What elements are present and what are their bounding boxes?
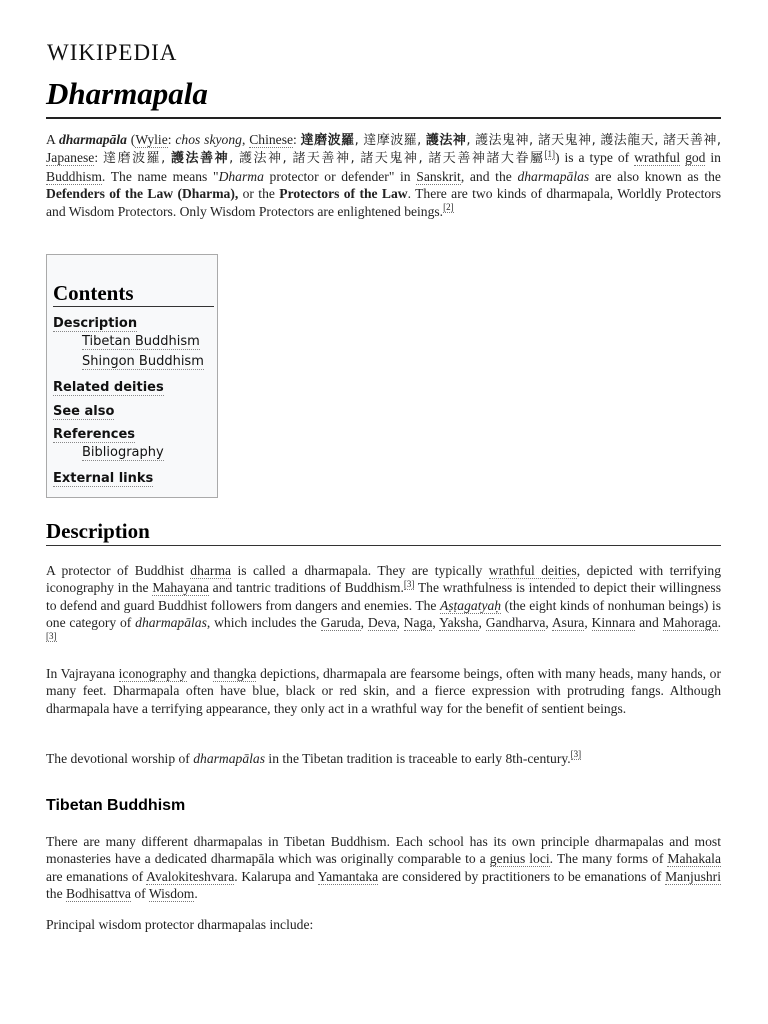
text: There are many different dharmapalas in Tibetan Buddhism. Each school has its own principle dharmapalas and most monasteries have a dedicated dharmapāla which was originally comparable to a <box>46 834 721 867</box>
japanese-names: , 護法神, 諸天善神, 諸天鬼神, 諸天善神諸大眷屬 <box>229 151 545 167</box>
link-mahayana[interactable]: Mahayana <box>152 580 209 596</box>
link-genius-loci[interactable]: genius loci <box>489 851 550 867</box>
link-avalokiteshvara[interactable]: Avalokiteshvara <box>146 868 235 884</box>
text: : <box>167 132 176 147</box>
text: in <box>705 150 721 166</box>
link-bodhisattva[interactable]: Bodhisattva <box>66 886 131 902</box>
link-astagatyah[interactable]: Aṣṭagatyaḥ <box>439 597 502 613</box>
text: depictions, dharmapala are fearsome beings, often with many heads, many hands, or many feet. Dharmapala often have blue, black or red skin, and a fierce expression with protruding fangs. Although dharmapala have a terrifying appearance, they only act in a wrathful way for the benefit of sentient beings. <box>46 666 721 716</box>
chinese-name-bold: 達磨波羅 <box>300 133 355 148</box>
chinese-names: , 護法鬼神, 諸天鬼神, 護法龍天, 諸天善神, <box>466 133 721 148</box>
link-yamantaka[interactable]: Yamantaka <box>317 868 379 884</box>
text: In Vajrayana <box>46 666 119 681</box>
description-paragraph-1 <box>46 562 721 649</box>
link-wrathful-deities[interactable]: wrathful deities <box>488 563 577 578</box>
text: . Kalarupa and <box>234 868 318 884</box>
link-mahoraga[interactable]: Mahoraga <box>662 615 718 631</box>
toc-item-description[interactable]: Description <box>53 316 138 331</box>
text: A <box>46 132 59 147</box>
text: , depicted with terrifying iconography in the <box>46 563 721 596</box>
text: , <box>545 615 552 631</box>
text: are also known as the <box>589 168 721 184</box>
text: , <box>478 615 486 631</box>
text: (the eight kinds of nonhuman beings) is one category of <box>46 597 721 631</box>
link-god[interactable]: god <box>685 150 706 166</box>
table-of-contents <box>46 254 218 498</box>
link-japanese[interactable]: Japanese <box>46 150 95 166</box>
description-paragraph-2 <box>46 665 721 717</box>
toc-divider <box>53 306 214 307</box>
toc-item-bibliography[interactable]: Bibliography <box>82 445 164 460</box>
link-garuda[interactable]: Garuda <box>320 615 361 631</box>
text: or the <box>238 186 280 202</box>
link-sanskrit[interactable]: Sanskrit <box>416 168 461 184</box>
text: and tantric traditions of Buddhism. <box>208 580 404 596</box>
chinese-name-bold: 護法神 <box>425 133 467 148</box>
toc-item-related-deities[interactable]: Related deities <box>53 380 164 395</box>
text: of <box>130 886 149 902</box>
text: A protector of Buddhist <box>46 563 191 578</box>
text: are emanations of <box>46 868 147 884</box>
link-naga[interactable]: Naga <box>403 615 433 631</box>
link-manjushri[interactable]: Manjushri <box>665 868 721 884</box>
text: , which includes the <box>206 615 321 631</box>
text: . There are two kinds of dharmapala, Worldly Protectors and Wisdom Protectors. Only Wisdom Protectors are enlightened beings. <box>46 186 721 219</box>
citation-link[interactable]: [3] <box>46 631 57 642</box>
text: and <box>635 615 663 631</box>
term-dharmapalas: dharmapālas <box>193 751 266 766</box>
text: , <box>396 615 404 631</box>
link-chinese[interactable]: Chinese <box>249 132 294 147</box>
term-defenders: Defenders of the Law (Dharma), <box>46 186 239 202</box>
link-asura[interactable]: Asura <box>551 615 585 631</box>
text: : <box>94 150 104 166</box>
text: . The many forms of <box>549 851 668 867</box>
toc-item-references[interactable]: References <box>53 427 136 442</box>
text: . The name means " <box>101 168 219 184</box>
section-heading-tibetan-buddhism: Tibetan Buddhism <box>46 797 186 814</box>
text: is called a dharmapala. They are typically <box>231 563 489 578</box>
term-dharmapalas: dharmapālas <box>135 615 207 631</box>
toc-item-shingon-buddhism[interactable]: Shingon Buddhism <box>82 354 204 369</box>
term-dharmapala: dharmapāla <box>58 132 127 147</box>
text: . <box>717 615 722 631</box>
text: the <box>46 886 67 902</box>
text: The devotional worship of <box>46 751 194 766</box>
text: , and the <box>460 168 518 184</box>
citation-link[interactable]: [2] <box>443 202 454 213</box>
description-paragraph-3 <box>46 750 721 767</box>
term-dharmapalas: dharmapālas <box>517 168 590 184</box>
link-mahakala[interactable]: Mahakala <box>667 851 721 867</box>
section-heading-description: Description <box>46 519 150 543</box>
citation-link[interactable]: [3] <box>403 578 415 589</box>
toc-title: Contents <box>53 281 134 305</box>
text: ) is a type of <box>555 150 635 166</box>
wikipedia-wordmark[interactable]: WIKIPEDIA <box>47 40 178 65</box>
term-dharma: Dharma <box>218 168 264 184</box>
japanese-names: 達磨波羅, <box>103 151 171 167</box>
text: are considered by practitioners to be emanations of <box>378 868 666 884</box>
text: , <box>360 615 368 631</box>
section-divider <box>46 545 721 546</box>
title-divider <box>46 117 721 119</box>
tibetan-paragraph-1 <box>46 833 721 903</box>
link-yaksha[interactable]: Yaksha <box>439 615 479 631</box>
text: The wrathfulness is intended to depict their willingness to defend and guard Buddhist followers from dangers and enemies. The <box>46 580 722 613</box>
link-dharma[interactable]: dharma <box>190 563 232 578</box>
link-gandharva[interactable]: Gandharva <box>485 615 546 631</box>
tibetan-paragraph-2: Principal wisdom protector dharmapalas include: <box>46 917 314 932</box>
text: : <box>293 132 301 147</box>
link-wylie[interactable]: Wylie <box>135 132 168 147</box>
link-kinnara[interactable]: Kinnara <box>591 615 636 631</box>
link-thangka[interactable]: thangka <box>213 666 257 681</box>
toc-item-tibetan-buddhism[interactable]: Tibetan Buddhism <box>82 334 200 349</box>
link-buddhism[interactable]: Buddhism <box>46 168 102 184</box>
link-wisdom[interactable]: Wisdom <box>148 886 195 902</box>
toc-item-external-links[interactable]: External links <box>53 471 154 486</box>
toc-item-see-also[interactable]: See also <box>53 404 115 419</box>
text: ( <box>126 132 136 147</box>
text: , <box>432 615 440 631</box>
term-protectors: Protectors of the Law <box>279 186 408 202</box>
chinese-names: , 達摩波羅, <box>354 133 426 148</box>
page-title: Dharmapala <box>46 76 208 111</box>
link-iconography[interactable]: iconography <box>118 666 187 681</box>
link-deva[interactable]: Deva <box>367 615 397 631</box>
text: , <box>584 615 592 631</box>
text: in the Tibetan tradition is traceable to early 8th-century. <box>265 751 571 766</box>
japanese-name-bold: 護法善神 <box>170 151 230 167</box>
text: and <box>186 666 214 681</box>
link-wrathful[interactable]: wrathful <box>634 150 681 166</box>
wylie-value: chos skyong <box>175 132 242 147</box>
intro-paragraph <box>46 131 721 220</box>
text: , <box>241 132 250 147</box>
citation-link[interactable]: [1] <box>544 148 556 159</box>
citation-link[interactable]: [3] <box>570 749 582 760</box>
text: . <box>194 886 198 902</box>
text: protector or defender" in <box>263 168 417 184</box>
